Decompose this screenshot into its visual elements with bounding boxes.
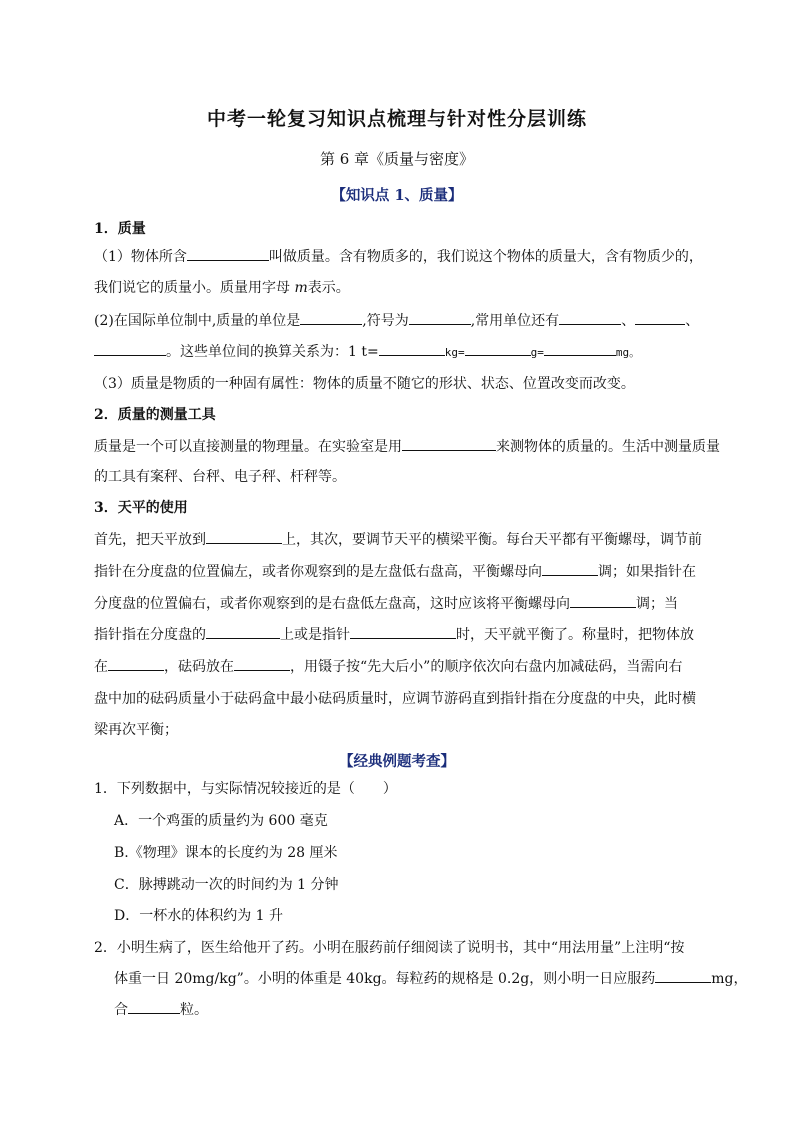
text: mg， (711, 971, 748, 987)
text: 、 (621, 313, 636, 329)
answer-blank[interactable] (402, 438, 496, 451)
text: 分度盘的位置偏右，或者你观察到的是右盘低左盘高，这时应该将平衡螺母向 (94, 596, 570, 612)
symbol-m: m (294, 280, 308, 296)
text: (2)在国际单位制中,质量的单位是 (94, 313, 301, 329)
text: kg= (444, 346, 465, 359)
text: 调；当 (636, 596, 678, 612)
text: mg。 (615, 346, 641, 359)
document-title: 中考一轮复习知识点梳理与针对性分层训练 (206, 108, 587, 130)
text: 表示。 (307, 280, 350, 296)
answer-blank[interactable] (655, 970, 711, 983)
question-2-line: 2．小明生病了，医生给他开了药。小明在服药前仔细阅读了说明书，其中“用法用量”上注明“按 (94, 940, 685, 956)
text: 体重一日 20mg/kg”。小明的体重是 40kg。每粒药的规格是 0.2g，则小明一日应服药 (114, 971, 656, 987)
heading-mass: 1．质量 (94, 221, 146, 237)
paragraph-line (94, 277, 350, 297)
text: 指针指在分度盘的 (94, 627, 206, 643)
question-2-line (114, 999, 208, 1019)
paragraph-line (94, 436, 720, 456)
answer-blank[interactable] (379, 343, 445, 356)
text: 首先，把天平放到 (94, 532, 206, 548)
paragraph-line (94, 310, 699, 330)
answer-blank[interactable] (300, 312, 362, 325)
text: 叫做质量。含有物质多的，我们说这个物体的质量大，含有物质少的， (268, 249, 703, 265)
text: 调；如果指针在 (598, 564, 696, 580)
text: ，砝码放在 (164, 659, 234, 675)
text: 上或是指针 (280, 627, 350, 643)
text: 粒。 (180, 1002, 208, 1018)
text: （1）物体所含 (94, 249, 187, 265)
answer-blank[interactable] (128, 1001, 180, 1014)
heading-balance-use: 3．天平的使用 (94, 500, 188, 516)
answer-blank[interactable] (559, 312, 621, 325)
question-1-option-d[interactable]: D．一杯水的体积约为 1 升 (114, 908, 284, 924)
paragraph-line (94, 341, 640, 361)
text: 时，天平就平衡了。称量时，把物体放 (456, 627, 694, 643)
answer-blank[interactable] (234, 658, 290, 671)
paragraph-line: 梁再次平衡； (94, 722, 178, 738)
question-1-option-c[interactable]: C．脉搏跳动一次的时间约为 1 分钟 (114, 877, 339, 893)
text: 我们说它的质量小。质量用字母 (94, 280, 295, 296)
paragraph-line (94, 624, 694, 644)
paragraph-line: （3）质量是物质的一种固有属性：物体的质量不随它的形状、状态、位置改变而改变。 (94, 376, 635, 392)
text: 来测物体的质量的。生活中测量质量 (496, 439, 720, 455)
text: 质量是一个可以直接测量的物理量。在实验室是用 (94, 439, 402, 455)
paragraph-line (94, 593, 678, 613)
text: 合 (114, 1002, 128, 1018)
paragraph-line (94, 529, 702, 549)
answer-blank[interactable] (350, 626, 456, 639)
answer-blank[interactable] (187, 248, 269, 261)
answer-blank[interactable] (465, 343, 531, 356)
heading-measuring-tools: 2．质量的测量工具 (94, 407, 216, 423)
text: 指针在分度盘的位置偏左，或者你观察到的是左盘低右盘高，平衡螺母向 (94, 564, 542, 580)
answer-blank[interactable] (409, 312, 471, 325)
paragraph-line (94, 656, 682, 676)
text: ,符号为 (362, 313, 409, 329)
text: 上，其次，要调节天平的横梁平衡。每台天平都有平衡螺母，调节前 (282, 532, 702, 548)
answer-blank[interactable] (206, 626, 280, 639)
paragraph-line (94, 246, 703, 266)
answer-blank[interactable] (544, 343, 616, 356)
text: 。这些单位间的换算关系为：1 t= (166, 344, 379, 360)
chapter-title: 第 6 章《质量与密度》 (319, 150, 475, 168)
text: ,常用单位还有 (470, 313, 560, 329)
answer-blank[interactable] (570, 595, 636, 608)
question-1-option-b[interactable]: B.《物理》课本的长度约为 28 厘米 (114, 845, 338, 861)
answer-blank[interactable] (542, 563, 598, 576)
paragraph-line (94, 561, 696, 581)
answer-blank[interactable] (108, 658, 164, 671)
question-1-option-a[interactable]: A．一个鸡蛋的质量约为 600 毫克 (114, 813, 328, 829)
question-1-stem: 1．下列数据中，与实际情况较接近的是（ ） (94, 781, 397, 797)
answer-blank[interactable] (635, 312, 685, 325)
section-heading-knowledge-1: 【知识点 1、质量】 (331, 187, 463, 204)
text: g= (530, 346, 544, 359)
answer-blank[interactable] (94, 343, 166, 356)
paragraph-line: 的工具有案秤、台秤、电子秤、杆秤等。 (94, 469, 346, 485)
paragraph-line: 盘中加的砝码质量小于砝码盒中最小砝码质量时，应调节游码直到指针指在分度盘的中央，此时横 (94, 691, 696, 707)
text: 在 (94, 659, 108, 675)
text: 、 (685, 313, 700, 329)
section-heading-examples: 【经典例题考查】 (339, 753, 455, 770)
text: ，用镊子按“先大后小”的顺序依次向右盘内加减砝码，当需向右 (290, 659, 683, 675)
answer-blank[interactable] (206, 531, 282, 544)
question-2-line (114, 968, 747, 988)
